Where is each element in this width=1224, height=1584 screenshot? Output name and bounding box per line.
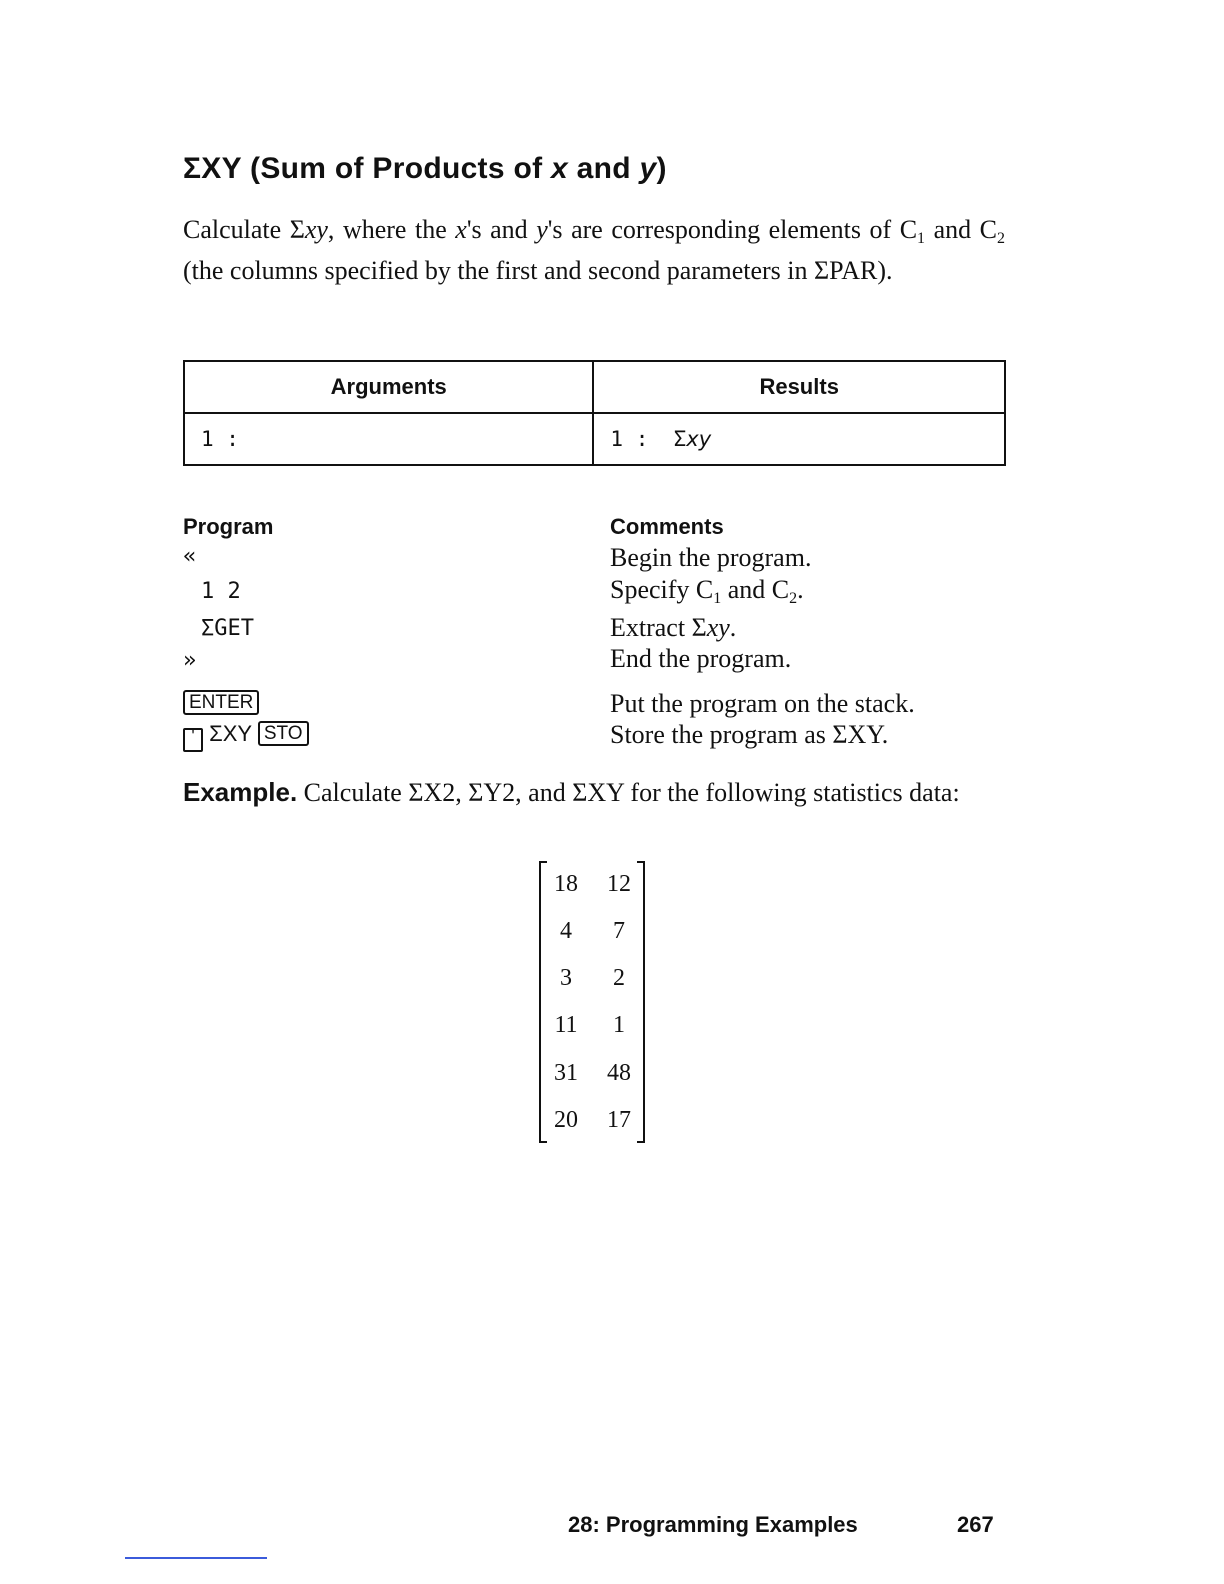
chapter-footer: 28: Programming Examples (568, 1512, 858, 1537)
intro-paragraph: Calculate Σxy, where the x's and y's are corresponding elements of $C_1$ and $C_2$ (the columns specified by the first and second parameters in ΣPAR). (183, 215, 1005, 285)
program-line: 1 2 (201, 579, 241, 604)
comment-extract: Extract Σxy. (610, 613, 737, 642)
arguments-header: Arguments (184, 361, 593, 413)
comment-begin: Begin the program. (610, 543, 812, 572)
comment-put: Put the program on the stack. (610, 689, 915, 718)
comment-store: Store the program as ΣXY. (610, 720, 889, 749)
comments-header: Comments (610, 514, 724, 539)
tick-key: ' (183, 728, 203, 752)
section-title: ΣXY (Sum of Products of x and y) (183, 152, 667, 185)
result-cell: 1 : Σxy (593, 413, 1005, 465)
enter-key: ENTER (183, 690, 259, 715)
program-line: ΣGET (201, 616, 254, 641)
argument-cell: 1 : (184, 413, 593, 465)
program-line: « (183, 544, 197, 569)
arguments-results-table (183, 360, 1006, 466)
program-line: » (183, 648, 197, 673)
example-paragraph: Example. Calculate ΣX2, ΣY2, and ΣXY for the following statistics data: (183, 777, 960, 807)
sto-key: STO (258, 721, 309, 746)
comment-specify: Specify $C_1$ and $C_2$. (610, 575, 804, 607)
page-number: 267 (957, 1512, 994, 1537)
data-matrix: 18 12 4 7 3 2 11 1 31 48 20 17 (539, 861, 645, 1143)
results-header: Results (593, 361, 1005, 413)
scan-edge-line (125, 1557, 267, 1559)
example-lead: Example. (183, 777, 298, 807)
enter-keystroke (183, 690, 259, 716)
matrix-right-bracket (637, 861, 645, 1143)
store-keystroke: ' ΣXY STO (183, 721, 309, 752)
matrix-left-bracket (539, 861, 547, 1143)
comment-end: End the program. (610, 644, 792, 673)
program-header: Program (183, 514, 274, 539)
